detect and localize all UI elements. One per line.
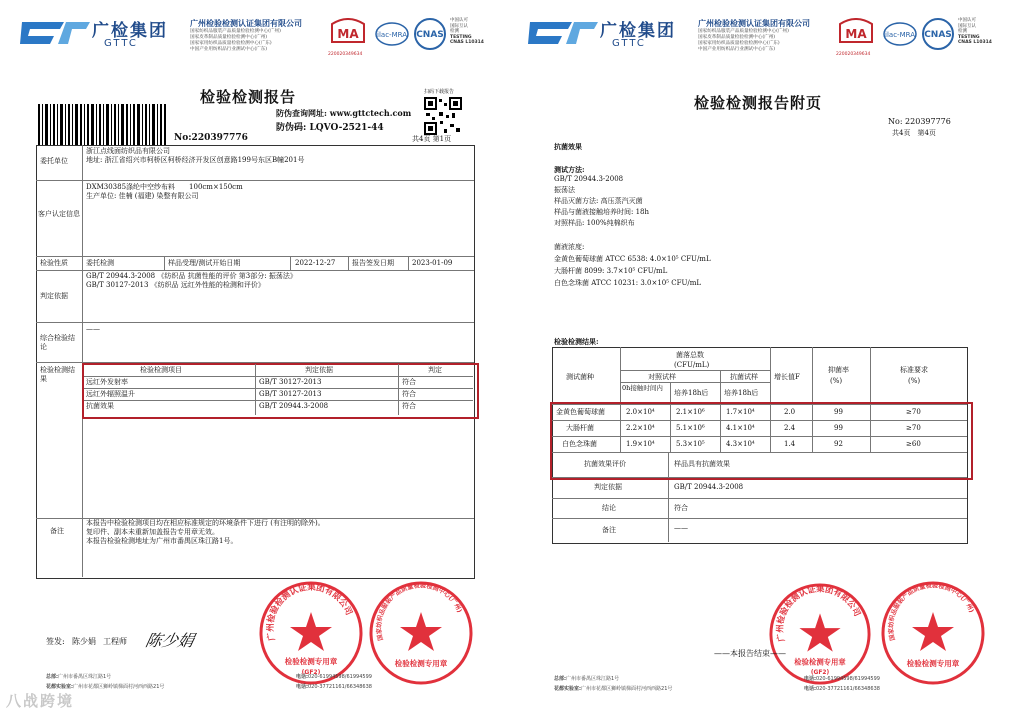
org-name: 广州检验检测认证集团有限公司: [698, 19, 810, 28]
row-species: 大肠杆菌: [566, 424, 594, 432]
col-colony: 菌落总数: [676, 351, 704, 359]
row-req: ≥70: [906, 408, 921, 416]
nature-value: 委托检测: [86, 259, 114, 267]
result-item: 抗菌效果: [86, 402, 114, 410]
svg-text:(GF2): (GF2): [810, 670, 830, 677]
row-control-18h: 5.3×10⁵: [676, 440, 705, 448]
row-growth: 2.4: [784, 424, 796, 432]
handwritten-signature: 陈少娟: [143, 631, 196, 650]
report-page-main: [0, 0, 500, 718]
official-stamp-gttc: [258, 580, 364, 686]
eval-value: 样品具有抗菌效果: [674, 460, 730, 468]
footer-address: 总部:广州市番禺区珠江路1号: [554, 676, 620, 682]
org-block: [698, 18, 848, 53]
conc-line: 金黄色葡萄球菌 ATCC 6538: 4.0×10⁵ CFU/mL: [554, 255, 711, 263]
logo-en: GTTC: [104, 38, 138, 49]
watermark: 八战跨境: [6, 692, 75, 710]
page-header: [528, 14, 996, 56]
row-rate: 99: [834, 408, 843, 416]
conc-line: 白色念珠菌 ATCC 10231: 3.0×10⁵ CFU/mL: [554, 279, 702, 287]
conclusion-label: 综合检验结论: [40, 334, 75, 351]
svg-text:CNAS: CNAS: [416, 30, 444, 40]
org-line: 国家纺织品服装产品质量检验检测中心(广州): [190, 29, 281, 34]
svg-text:国家纺织品服装产品质量检验检测中心(广州): 国家纺织品服装产品质量检验检测中心(广州): [375, 582, 463, 642]
svg-text:国家纺织品服装产品质量检验检测中心(广州): 国家纺织品服装产品质量检验检测中心(广州): [887, 582, 975, 642]
col-control-18h: 培养18h后: [674, 389, 709, 397]
col-rate: 抑菌率: [828, 366, 849, 374]
org-line: 国家家用纺织品质量检验检测中心(广东): [190, 41, 272, 46]
remark-line: 本报告检验检测地址为广州市番禺区珠江路1号。: [86, 537, 238, 545]
gttc-logo-icon: [528, 18, 600, 48]
remark-line: 复印件、副本未重新加盖报告专用章无效。: [86, 528, 219, 536]
method-title: 测试方法:: [554, 165, 585, 174]
method-line: 对照样品: 100%纯棉织布: [554, 219, 635, 227]
signer-title: 工程师: [103, 637, 127, 646]
result-verdict: 符合: [402, 378, 416, 386]
eval-label: 抗菌效果评价: [584, 460, 626, 468]
col-control: 对照试样: [648, 373, 676, 381]
footer-phone: 电话:020-61994598/61994599: [804, 676, 880, 682]
anti-fake-site: 防伪查询网址: www.gttctech.com: [276, 108, 412, 118]
row-req: ≥70: [906, 424, 921, 432]
anti-fake-code: 防伪码: LQVO-2521-44: [276, 123, 384, 133]
ma-number: 220020349634: [328, 52, 363, 57]
cnas-text: 中国认可 国际互认 检测 TESTING CNAS L10314: [958, 18, 992, 45]
basis-value: GB/T 20944.3-2008: [674, 483, 744, 491]
col-antibac: 抗菌试样: [730, 373, 758, 381]
result-title: 检验检测结果:: [554, 337, 599, 346]
org-name: 广州检验检测认证集团有限公司: [190, 19, 302, 28]
issue-label: 报告签发日期: [352, 259, 394, 267]
sample-label: 客户认定信息: [38, 210, 80, 218]
conclusion-label: 结论: [602, 504, 616, 512]
row-species: 金黄色葡萄球菌: [556, 408, 605, 416]
row-antibac-18h: 1.7×10⁴: [726, 408, 755, 416]
col-req-unit: (%): [908, 377, 921, 385]
row-rate: 99: [834, 424, 843, 432]
svg-text:检验检测专用章: 检验检测专用章: [906, 659, 960, 668]
footer-address: 总部:广州市番禺区珠江路1号: [46, 674, 112, 680]
org-block: [190, 18, 340, 53]
receive-value: 2022-12-27: [295, 259, 336, 267]
remark-label: 备注: [50, 527, 64, 535]
org-line: 国家纺织品服装产品质量检验检测中心(广州): [698, 29, 789, 34]
result-verdict: 符合: [402, 402, 416, 410]
row-species: 白色念珠菌: [562, 440, 597, 448]
col-growth: 增长值F: [774, 373, 800, 381]
col-colony-unit: (CFU/mL): [674, 361, 710, 369]
basis-label: 判定依据: [40, 292, 68, 300]
svg-text:CNAS: CNAS: [924, 30, 952, 40]
barcode-icon: [38, 104, 166, 146]
nature-label: 检验性质: [40, 259, 68, 267]
footer-branch-phone: 电话:020-37721161/66348638: [296, 684, 372, 690]
issue-value: 2023-01-09: [412, 259, 453, 267]
ma-number: 220020349634: [836, 52, 871, 57]
report-number: No: 220397776: [888, 117, 951, 126]
svg-text:检验检测专用章: 检验检测专用章: [284, 657, 338, 666]
cma-logo-icon: [836, 18, 876, 52]
signer-name: 陈少娟: [72, 637, 96, 646]
svg-text:(GF2): (GF2): [301, 669, 321, 676]
org-line: 中国产业用纺织品行业测试中心(广东): [698, 47, 776, 52]
col-rate-unit: (%): [830, 377, 843, 385]
report-title: 检验检测报告: [200, 88, 297, 106]
client-address: 地址: 浙江省绍兴市柯桥区柯桥经济开发区创意路199号东区B幢201号: [86, 156, 305, 164]
signer-label: 签发:: [46, 637, 65, 646]
remark-value: ——: [674, 524, 688, 532]
method-line: 振荡法: [554, 186, 575, 194]
row-control-18h: 5.1×10⁶: [676, 424, 705, 432]
qr-caption: 扫码下载报告: [424, 89, 455, 95]
conc-title: 菌液浓度:: [554, 243, 585, 251]
row-control-18h: 2.1×10⁶: [676, 408, 705, 416]
svg-text:检验检测专用章: 检验检测专用章: [394, 659, 448, 668]
row-growth: 1.4: [784, 440, 796, 448]
cma-logo-icon: [328, 18, 368, 52]
svg-text:广州检验检测认证集团有限公司: 广州检验检测认证集团有限公司: [774, 583, 863, 643]
basis-label: 判定依据: [594, 483, 622, 491]
svg-text:检验检测专用章: 检验检测专用章: [794, 657, 846, 667]
logo-name: 广检集团: [600, 21, 676, 41]
row-antibac-18h: 4.1×10⁴: [726, 424, 755, 432]
row-antibac-18h: 4.3×10⁴: [726, 440, 755, 448]
svg-text:广州检验检测认证集团有限公司: 广州检验检测认证集团有限公司: [265, 582, 354, 642]
official-stamp-national: [368, 580, 474, 686]
client-label: 委托单位: [40, 157, 68, 165]
sample-line-1: DXM30385涤纶中空纱布料 100cm×150cm: [86, 183, 243, 191]
method-line: 样品灭菌方法: 高压蒸汽灭菌: [554, 197, 643, 205]
cert-logos: [836, 16, 996, 56]
appendix-title: 检验检测报告附页: [694, 94, 823, 112]
footer-branch-phone: 电话:020-37721161/66348638: [804, 686, 880, 692]
result-basis: GB/T 20944.3-2008: [259, 402, 329, 410]
basis-line-2: GB/T 30127-2013 《纺织品 远红外性能的检测和评价》: [86, 281, 265, 289]
conclusion-value: ——: [86, 325, 100, 333]
row-growth: 2.0: [784, 408, 796, 416]
official-stamp-gttc: [768, 582, 872, 686]
row-control-0h: 2.0×10⁴: [626, 408, 655, 416]
svg-text:MA: MA: [845, 27, 867, 41]
ilac-mra-logo-icon: [882, 20, 918, 48]
report-page-appendix: [508, 0, 1008, 718]
method-line: 样品与菌液接触培养时间: 18h: [554, 208, 649, 216]
col-species: 测试菌种: [566, 373, 594, 381]
result-verdict: 符合: [402, 390, 416, 398]
official-stamp-national: [880, 580, 986, 686]
result-basis: GB/T 30127-2013: [259, 390, 322, 398]
cert-logos: [328, 16, 488, 56]
svg-text:ilac-MRA: ilac-MRA: [885, 31, 915, 39]
row-control-0h: 2.2×10⁴: [626, 424, 655, 432]
result-header-item: 检验检测项目: [140, 366, 182, 374]
row-rate: 92: [834, 440, 843, 448]
org-line: 国家皮革制品质量检验检测中心(广州): [190, 35, 268, 40]
svg-text:ilac-MRA: ilac-MRA: [377, 31, 407, 39]
org-line: 中国产业用纺织品行业测试中心(广东): [190, 47, 268, 52]
client-name: 浙江点线面纺织品有限公司: [86, 147, 170, 155]
qr-code-icon[interactable]: [424, 97, 462, 135]
row-control-0h: 1.9×10⁴: [626, 440, 655, 448]
remark-line: 本报告中检验检测项目均在相应标准规定的环境条件下进行 (有注明的除外)。: [86, 519, 325, 527]
org-line: 国家皮革制品质量检验检测中心(广州): [698, 35, 776, 40]
page-header: [20, 14, 488, 56]
conclusion-value: 符合: [674, 504, 688, 512]
page-info: 共4页 第4页: [892, 129, 936, 137]
report-number: No:220397776: [174, 133, 248, 143]
logo-name: 广检集团: [92, 21, 168, 41]
cnas-logo-icon: [920, 16, 956, 52]
result-basis: GB/T 30127-2013: [259, 378, 322, 386]
ilac-mra-logo-icon: [374, 20, 410, 48]
conc-line: 大肠杆菌 8099: 3.7×10⁵ CFU/mL: [554, 267, 668, 275]
footer-branch: 花都实验室:广州市花都区狮岭镇梯面村河西西路21号: [46, 684, 165, 690]
footer-branch: 花都实验室:广州市花都区狮岭镇梯面村河西西路21号: [554, 686, 673, 692]
svg-text:MA: MA: [337, 27, 359, 41]
col-control-0h: 0h接触时间内: [622, 384, 663, 392]
section-title: 抗菌效果: [554, 142, 582, 151]
result-header-verdict: 判定: [428, 366, 442, 374]
result-header-basis: 判定依据: [305, 366, 333, 374]
page-info: 共4页 第1页: [412, 135, 452, 143]
logo-en: GTTC: [612, 38, 646, 49]
footer-phone: 电话:020-61994598/61994599: [296, 674, 372, 680]
result-item: 远红外辐照温升: [86, 390, 135, 398]
basis-line-1: GB/T 20944.3-2008 《纺织品 抗菌性能的评价 第3部分: 振荡法》: [86, 272, 297, 280]
report-end: ——本报告结束——: [714, 649, 786, 658]
result-label: 检验检测结果: [40, 366, 75, 383]
sample-line-2: 生产单位: 佳楠 (福建) 染整有限公司: [86, 192, 199, 200]
receive-label: 样品受理/测试开始日期: [168, 259, 241, 267]
col-antibac-18h: 培养18h后: [724, 389, 759, 397]
row-req: ≥60: [906, 440, 921, 448]
remark-label: 备注: [602, 526, 616, 534]
method-line: GB/T 20944.3-2008: [554, 175, 624, 183]
cnas-logo-icon: [412, 16, 448, 52]
org-line: 国家家用纺织品质量检验检测中心(广东): [698, 41, 780, 46]
gttc-logo-icon: [20, 18, 92, 48]
cnas-text: 中国认可 国际互认 检测 TESTING CNAS L10314: [450, 18, 484, 45]
col-req: 标准要求: [900, 366, 928, 374]
result-item: 远红外发射率: [86, 378, 128, 386]
